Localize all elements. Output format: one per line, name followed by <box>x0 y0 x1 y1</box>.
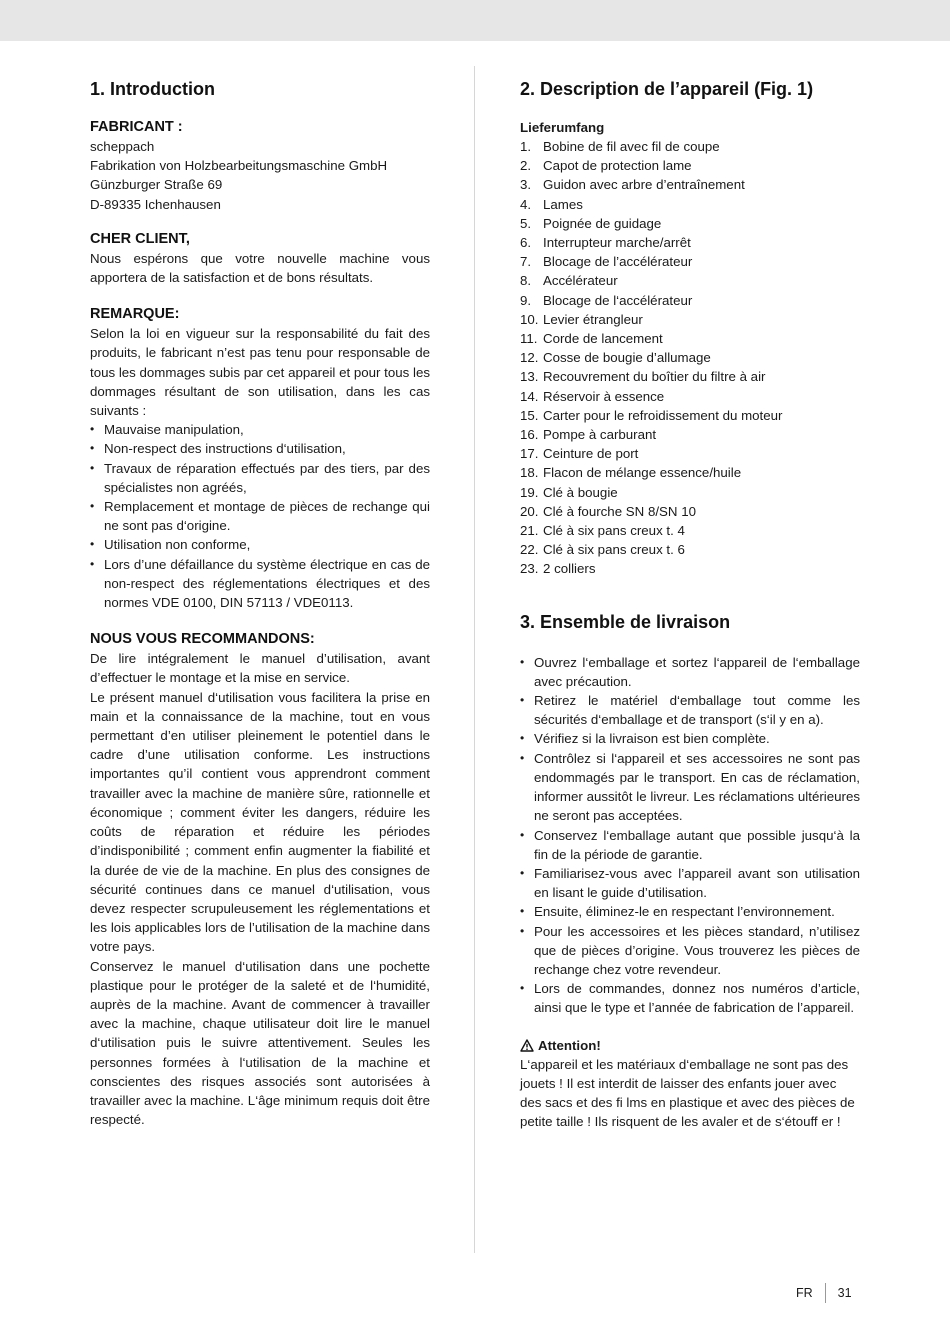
item-number: 22. <box>520 542 539 558</box>
item-number: 9. <box>520 292 532 308</box>
list-item <box>520 233 860 252</box>
item-text: Clé à six pans creux t. 6 <box>543 542 685 558</box>
item-text: Lames <box>543 196 583 212</box>
remarque-text: Selon la loi en vigueur sur la responsabilité du fait des produits, le fabricant n’est pas tenu pour responsable de tous les dommages subis par cet appareil et pour tous les dommages résultant de son utilisation, dans les cas suivants : <box>90 326 430 419</box>
item-text: 2 colliers <box>543 561 596 577</box>
recommandons-paragraph: De lire intégralement le manuel d’utilisation, avant d’effectuer le montage et la mise en service. <box>90 651 430 686</box>
item-number: 13. <box>520 369 539 385</box>
livraison-bullet-list <box>520 653 860 1018</box>
item-text: Interrupteur marche/arrêt <box>543 235 691 251</box>
item-text: Réservoir à essence <box>543 388 665 404</box>
list-item <box>520 483 860 502</box>
item-text: Flacon de mélange essence/huile <box>543 465 742 481</box>
item-number: 20. <box>520 503 539 519</box>
recommandons-heading: NOUS VOUS RECOMMANDONS: <box>90 631 315 648</box>
list-item <box>520 175 860 194</box>
item-number: 3. <box>520 177 532 193</box>
section-title-introduction: 1. Introduction <box>90 79 215 99</box>
item-number: 16. <box>520 427 539 443</box>
list-item <box>520 425 860 444</box>
item-text: Ceinture de port <box>543 446 639 462</box>
item-text: Corde de lancement <box>543 331 663 347</box>
fabricant-line: Günzburger Straße 69 <box>90 177 223 193</box>
fabricant-line: scheppach <box>90 139 155 154</box>
item-text: Recouvrement du boîtier du filtre à air <box>543 369 766 385</box>
lieferumfang-label: Lieferumfang <box>520 120 605 135</box>
list-item: • Contrôlez si l‘appareil et ses accessoires ne sont pas endommagés par le transport. En cas de réclamation, informer aussitôt le livreur. Les réclamations ultérieures ne seront pas acceptées. <box>520 749 860 826</box>
list-item: • Vérifiez si la livraison est bien complète. <box>520 729 860 748</box>
item-number: 10. <box>520 311 539 327</box>
column-divider <box>474 66 475 1253</box>
remarque-heading: REMARQUE: <box>90 306 180 323</box>
item-number: 21. <box>520 523 539 539</box>
list-item: • Lors de commandes, donnez nos numéros d’article, ainsi que le type et l’année de fabrication de l’appareil. <box>520 979 860 1017</box>
item-text: Guidon avec arbre d’entraînement <box>543 177 745 193</box>
attention-text: L‘appareil et les matériaux d‘emballage ne sont pas des jouets ! Il est interdit de laisser des enfants jouer avec des sacs et des fi lms en plastique et avec des pièces de petite taille ! Ils risquent de les avaler et de s‘étouff er ! <box>520 1056 855 1130</box>
item-number: 18. <box>520 465 539 481</box>
language-label: FR <box>796 1286 813 1300</box>
list-item <box>520 214 860 233</box>
list-item: • Familiarisez-vous avec l’appareil avant son utilisation en lisant le guide d’utilisation. <box>520 864 860 902</box>
item-number: 6. <box>520 235 532 251</box>
right-column <box>520 76 860 1131</box>
list-item: • Remplacement et montage de pièces de rechange qui ne sont pas d‘origine. <box>90 497 430 535</box>
item-text: Bobine de fil avec fil de coupe <box>543 139 720 154</box>
item-number: 11. <box>520 331 538 347</box>
recommandons-block <box>90 630 430 1129</box>
item-text: Carter pour le refroidissement du moteur <box>543 407 783 423</box>
list-item: • Ensuite, éliminez-le en respectant l’environnement. <box>520 902 860 921</box>
attention-block <box>520 1036 860 1132</box>
list-item: • Travaux de réparation effectués par des tiers, par des spécialistes non agréés, <box>90 459 430 497</box>
list-item: • Lors d’une défaillance du système électrique en cas de non-respect des réglementations électriques et des normes VDE 0100, DIN 57113 / VDE0113. <box>90 555 430 613</box>
list-item <box>520 195 860 214</box>
item-text: Clé à six pans creux t. 4 <box>543 523 685 539</box>
item-number: 23. <box>520 561 539 577</box>
item-text: Cosse de bougie d’allumage <box>543 350 711 366</box>
item-text: Capot de protection lame <box>543 158 692 174</box>
list-item <box>520 291 860 310</box>
list-item <box>520 252 860 271</box>
page-number: 31 <box>837 1286 852 1300</box>
list-item <box>520 367 860 386</box>
item-number: 12. <box>520 350 539 366</box>
item-number: 2. <box>520 158 532 174</box>
fabricant-block <box>90 118 430 214</box>
left-column <box>90 76 430 1129</box>
list-item: • Pour les accessoires et les pièces standard, n’utilisez que de pièces d’origine. Vous trouverez les pièces de rechange chez votre revendeur. <box>520 922 860 980</box>
list-item: • Retirez le matériel d‘emballage tout comme les sécurités d‘emballage et de transport (s‘il y en a). <box>520 691 860 729</box>
recommandons-paragraph: Conservez le manuel d‘utilisation dans une pochette plastique pour le protéger de la saleté et de l‘humidité, auprès de la machine. Avant de commencer à travailler avec la machine, chaque utilisateur doit lire le manuel d‘utilisation puis le suivre attentivement. Seules les personnes formées à l‘utilisation de la machine et conscientes des risques associés sont autorisées à travailler avec la machine. L‘âge minimum requis doit être respecté. <box>90 958 430 1128</box>
list-item <box>520 310 860 329</box>
remarque-block <box>90 305 430 612</box>
parts-numbered-list <box>520 137 860 579</box>
list-item <box>520 521 860 540</box>
client-text: Nous espérons que votre nouvelle machine vous apportera de la satisfaction et de bons résultats. <box>90 250 430 286</box>
list-item <box>520 559 860 578</box>
top-gray-band <box>0 0 950 41</box>
item-number: 1. <box>520 139 532 154</box>
list-item: • Non-respect des instructions d‘utilisation, <box>90 439 430 458</box>
item-number: 15. <box>520 407 539 423</box>
list-item <box>520 137 860 156</box>
list-item <box>520 463 860 482</box>
item-number: 19. <box>520 484 539 500</box>
client-block <box>90 230 430 287</box>
item-text: Accélérateur <box>543 273 618 289</box>
list-item <box>520 156 860 175</box>
footer-separator <box>825 1283 826 1303</box>
attention-label: Attention! <box>538 1037 601 1053</box>
list-item: • Mauvaise manipulation, <box>90 420 430 439</box>
item-number: 7. <box>520 254 532 270</box>
list-item <box>520 540 860 559</box>
attention-heading <box>520 1036 860 1055</box>
item-number: 17. <box>520 446 539 462</box>
item-text: Poignée de guidage <box>543 215 662 231</box>
item-text: Blocage de l‘accélérateur <box>543 292 693 308</box>
list-item <box>520 444 860 463</box>
item-number: 5. <box>520 215 532 231</box>
item-number: 8. <box>520 273 532 289</box>
fabricant-line: D-89335 Ichenhausen <box>90 196 221 212</box>
list-item <box>520 329 860 348</box>
item-number: 4. <box>520 196 532 212</box>
client-heading: CHER CLIENT, <box>90 230 190 247</box>
item-text: Blocage de l’accélérateur <box>543 254 693 270</box>
item-text: Clé à fourche SN 8/SN 10 <box>543 503 696 519</box>
list-item <box>520 502 860 521</box>
remarque-bullet-list <box>90 420 430 612</box>
description-block <box>520 118 860 579</box>
page-footer <box>796 1283 852 1303</box>
fabricant-heading: FABRICANT : <box>90 119 183 135</box>
item-text: Clé à bougie <box>543 484 618 500</box>
list-item: • Ouvrez l‘emballage et sortez l‘appareil de l‘emballage avec précaution. <box>520 653 860 691</box>
list-item: • Conservez l‘emballage autant que possible jusqu‘à la fin de la période de garantie. <box>520 826 860 864</box>
list-item <box>520 406 860 425</box>
section-title-livraison: 3. Ensemble de livraison <box>520 611 731 632</box>
item-text: Levier étrangleur <box>543 311 643 327</box>
list-item <box>520 348 860 367</box>
warning-triangle-icon <box>520 1039 534 1052</box>
list-item <box>520 271 860 290</box>
list-item <box>520 387 860 406</box>
list-item: • Utilisation non conforme, <box>90 535 430 554</box>
section-title-description: 2. Description de l’appareil (Fig. 1) <box>520 79 814 99</box>
item-number: 14. <box>520 388 539 404</box>
recommandons-paragraph: Le présent manuel d‘utilisation vous facilitera la prise en main et la connaissance de la machine, tout en vous permettant d’en utiliser pleinement le potentiel dans le cadre d’une utilisation conforme. Les instructions importantes qu’il contient vous apprendront comment travailler avec la machine de manière sûre, rationnelle et économique ; comment éviter les dangers, réduire les coûts de réparation et réduire les périodes d’indisponibilité ; comment enfin augmenter la fiabilité et la durée de vie de la machine. En plus des consignes de sécurité continues dans ce manuel d‘utilisation, vous devez respecter scrupuleusement les réglementations et les lois applicables lors de l’utilisation de la machine dans votre pays. <box>90 689 430 955</box>
fabricant-line: Fabrikation von Holzbearbeitungsmaschine GmbH <box>90 158 388 174</box>
item-text: Pompe à carburant <box>543 427 657 443</box>
